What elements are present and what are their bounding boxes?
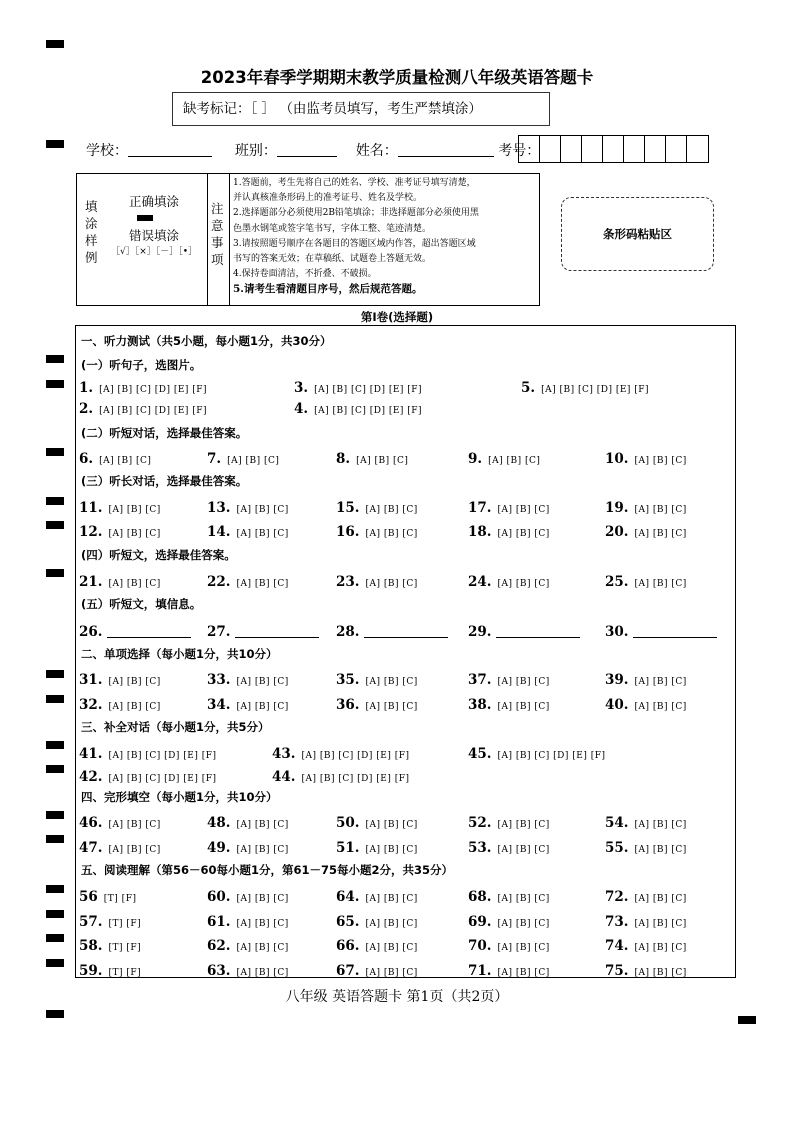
answer-options[interactable]: [A] [B] [C] xyxy=(227,456,280,466)
answer-options[interactable]: [A] [B] [C] xyxy=(365,677,418,687)
timing-mark xyxy=(46,910,64,918)
question-number: 60. xyxy=(207,889,231,905)
answer-options[interactable]: [A] [B] [C] xyxy=(365,919,418,929)
question-item[interactable] xyxy=(79,621,191,640)
question-item[interactable] xyxy=(207,960,289,979)
question-number: 45. xyxy=(468,746,492,762)
question-item[interactable] xyxy=(272,743,409,762)
question-item[interactable] xyxy=(336,911,418,930)
answer-blank[interactable] xyxy=(496,625,580,638)
part-title: 第Ⅰ卷(选择题) xyxy=(360,310,434,324)
question-item[interactable] xyxy=(605,621,717,640)
question-item[interactable] xyxy=(207,669,289,688)
question-number: 52. xyxy=(468,815,492,831)
question-number: 70. xyxy=(468,938,492,954)
section-heading: (二）听短对话，选择最佳答案。 xyxy=(81,426,248,440)
question-number: 39. xyxy=(605,672,629,688)
sample-label: 填涂样例 xyxy=(85,199,98,265)
answer-options[interactable]: [A] [B] [C] xyxy=(497,894,550,904)
timing-mark xyxy=(46,1010,64,1018)
answer-options[interactable]: [A] [B] [C] xyxy=(634,919,687,929)
question-item[interactable] xyxy=(207,837,289,856)
section-heading: 二、单项选择（每小题1分，共10分） xyxy=(81,647,278,661)
timing-mark xyxy=(46,835,64,843)
question-number: 29. xyxy=(468,624,492,640)
answer-options[interactable]: [A] [B] [C] xyxy=(108,505,161,515)
question-item[interactable] xyxy=(207,694,289,713)
question-item[interactable] xyxy=(605,960,687,979)
question-item[interactable] xyxy=(207,911,289,930)
question-number: 50. xyxy=(336,815,360,831)
answer-options[interactable]: [A] [B] [C] [D] [E] [F] xyxy=(301,774,410,784)
question-number: 28. xyxy=(336,624,360,640)
answer-options[interactable]: [A] [B] [C] xyxy=(634,845,687,855)
question-item[interactable] xyxy=(336,669,418,688)
answer-options[interactable]: [T] [F] xyxy=(108,968,142,978)
question-item[interactable] xyxy=(79,886,136,905)
section-heading: 一、听力测试（共5小题，每小题1分，共30分） xyxy=(81,334,332,348)
notice-label: 注意事项 xyxy=(211,201,224,267)
answer-options[interactable]: [A] [B] [C] xyxy=(497,943,550,953)
question-item[interactable] xyxy=(207,886,289,905)
question-number: 25. xyxy=(605,574,629,590)
answer-options[interactable]: [T] [F] xyxy=(108,919,142,929)
question-item[interactable] xyxy=(79,497,161,516)
question-item[interactable] xyxy=(336,886,418,905)
question-item[interactable] xyxy=(468,886,550,905)
question-number: 1. xyxy=(79,380,94,396)
timing-mark xyxy=(46,741,64,749)
question-item[interactable] xyxy=(336,571,418,590)
answer-options[interactable]: [A] [B] [C] xyxy=(236,894,289,904)
question-item[interactable] xyxy=(336,521,418,540)
timing-mark xyxy=(46,355,64,363)
answer-options[interactable]: [A] [B] [C] xyxy=(236,702,289,712)
question-item[interactable] xyxy=(336,837,418,856)
question-number: 34. xyxy=(207,697,231,713)
answer-options[interactable]: [A] [B] [C] xyxy=(488,456,541,466)
question-item[interactable] xyxy=(294,398,422,417)
answer-options[interactable]: [A] [B] [C] [D] [E] [F] xyxy=(314,406,423,416)
question-item[interactable] xyxy=(468,694,550,713)
answer-options[interactable]: [A] [B] [C] xyxy=(497,579,550,589)
question-number: 9. xyxy=(468,451,483,467)
timing-mark xyxy=(46,448,64,456)
question-number: 62. xyxy=(207,938,231,954)
question-number: 65. xyxy=(336,914,360,930)
answer-options[interactable]: [A] [B] [C] xyxy=(108,702,161,712)
question-item[interactable] xyxy=(605,571,687,590)
answer-options[interactable]: [A] [B] [C] xyxy=(497,505,550,515)
timing-mark xyxy=(46,885,64,893)
question-number: 38. xyxy=(468,697,492,713)
answer-options[interactable]: [A] [B] [C] xyxy=(634,529,687,539)
answer-options[interactable]: [A] [B] [C] xyxy=(236,968,289,978)
answer-options[interactable]: [A] [B] [C] xyxy=(497,820,550,830)
answer-options[interactable]: [A] [B] [C] xyxy=(634,456,687,466)
answer-options[interactable]: [A] [B] [C] xyxy=(634,894,687,904)
answer-options[interactable]: [A] [B] [C] xyxy=(634,702,687,712)
student-info-row xyxy=(86,140,540,160)
question-number: 64. xyxy=(336,889,360,905)
section-heading: 五、阅读理解（第56－60每小题1分，第61－75每小题2分，共35分） xyxy=(81,863,454,877)
question-item[interactable] xyxy=(207,448,279,467)
answer-options[interactable]: [A] [B] [C] [D] [E] [F] xyxy=(497,751,606,761)
question-number: 14. xyxy=(207,524,231,540)
timing-mark xyxy=(46,811,64,819)
answer-options[interactable]: [A] [B] [C] xyxy=(236,943,289,953)
question-item[interactable] xyxy=(605,935,687,954)
question-number: 42. xyxy=(79,769,103,785)
name-field[interactable] xyxy=(398,142,494,157)
question-item[interactable] xyxy=(79,766,216,785)
name-label: 姓名： xyxy=(355,143,398,159)
school-label: 学校： xyxy=(86,143,128,159)
wrong-fill-marks: ［√］［×］［－］［•］ xyxy=(111,247,198,257)
section-heading: (五）听短文，填信息。 xyxy=(81,597,202,611)
answer-options[interactable]: [A] [B] [C] xyxy=(108,579,161,589)
notice-line: 5.请考生看清题目序号，然后规范答题。 xyxy=(233,283,423,296)
question-number: 26. xyxy=(79,624,103,640)
question-number: 66. xyxy=(336,938,360,954)
question-item[interactable] xyxy=(468,521,550,540)
question-item[interactable] xyxy=(207,812,289,831)
question-item[interactable] xyxy=(79,571,161,590)
answer-options[interactable]: [A] [B] [C] xyxy=(634,677,687,687)
question-number: 63. xyxy=(207,963,231,979)
question-item[interactable] xyxy=(468,743,605,762)
question-number: 74. xyxy=(605,938,629,954)
answer-options[interactable]: [A] [B] [C] xyxy=(497,677,550,687)
answer-options[interactable]: [A] [B] [C] xyxy=(634,943,687,953)
timing-mark xyxy=(738,1016,756,1024)
question-item[interactable] xyxy=(79,669,161,688)
question-item[interactable] xyxy=(207,935,289,954)
section-heading: (一）听句子，选图片。 xyxy=(81,358,202,372)
question-number: 11. xyxy=(79,500,103,516)
answer-options[interactable]: [A] [B] [C] xyxy=(99,456,152,466)
question-number: 19. xyxy=(605,500,629,516)
notice-line: 2.选择题部分必须使用2B铅笔填涂；非选择题部分必须使用黑 xyxy=(233,208,479,219)
question-item[interactable] xyxy=(207,497,289,516)
question-number: 30. xyxy=(605,624,629,640)
school-field[interactable] xyxy=(128,142,212,157)
barcode-area: 条形码粘贴区 xyxy=(561,197,714,271)
question-item[interactable] xyxy=(272,766,409,785)
answer-options[interactable]: [A] [B] [C] xyxy=(365,702,418,712)
question-item[interactable] xyxy=(336,694,418,713)
question-item[interactable] xyxy=(79,911,141,930)
question-item[interactable] xyxy=(468,911,550,930)
question-number: 67. xyxy=(336,963,360,979)
question-item[interactable] xyxy=(336,935,418,954)
question-number: 18. xyxy=(468,524,492,540)
answer-blank[interactable] xyxy=(633,625,717,638)
question-number: 59. xyxy=(79,963,103,979)
timing-mark xyxy=(46,670,64,678)
question-item[interactable] xyxy=(468,960,550,979)
answer-options[interactable]: [A] [B] [C] xyxy=(365,529,418,539)
question-number: 10. xyxy=(605,451,629,467)
timing-mark xyxy=(46,380,64,388)
question-item[interactable] xyxy=(79,398,207,417)
answer-options[interactable]: [A] [B] [C] xyxy=(634,505,687,515)
correct-fill-label: 正确填涂 xyxy=(129,194,180,209)
question-number: 46. xyxy=(79,815,103,831)
timing-mark xyxy=(46,569,64,577)
question-number: 12. xyxy=(79,524,103,540)
question-number: 15. xyxy=(336,500,360,516)
question-item[interactable] xyxy=(521,377,649,396)
answer-blank[interactable] xyxy=(235,625,319,638)
question-item[interactable] xyxy=(79,960,141,979)
answer-options[interactable]: [A] [B] [C] xyxy=(365,943,418,953)
notice-line: 色墨水钢笔或签字笔书写，字体工整、笔迹清楚。 xyxy=(233,223,432,234)
question-number: 6. xyxy=(79,451,94,467)
question-number: 72. xyxy=(605,889,629,905)
question-item[interactable] xyxy=(468,571,550,590)
sheet-title: 2023年春季学期期末教学质量检测八年级英语答题卡 xyxy=(200,68,594,87)
timing-mark xyxy=(46,765,64,773)
answer-options[interactable]: [A] [B] [C] xyxy=(497,845,550,855)
question-item[interactable] xyxy=(79,812,161,831)
question-item[interactable] xyxy=(605,694,687,713)
answer-options[interactable]: [A] [B] [C] [D] [E] [F] xyxy=(99,406,208,416)
question-number: 36. xyxy=(336,697,360,713)
question-number: 58. xyxy=(79,938,103,954)
answer-options[interactable]: [A] [B] [C] xyxy=(365,820,418,830)
answer-options[interactable]: [A] [B] [C] xyxy=(365,894,418,904)
notice-line: 1.答题前，考生先将自己的姓名、学校、准考证号填写清楚， xyxy=(233,178,476,188)
question-item[interactable] xyxy=(336,497,418,516)
page-footer: 八年级 英语答题卡 第1页（共2页） xyxy=(285,989,509,1005)
question-number: 33. xyxy=(207,672,231,688)
class-label: 班别： xyxy=(234,143,277,159)
question-item[interactable] xyxy=(79,743,216,762)
answer-options[interactable]: [T] [F] xyxy=(103,894,137,904)
question-number: 49. xyxy=(207,840,231,856)
question-item[interactable] xyxy=(336,812,418,831)
question-item[interactable] xyxy=(605,886,687,905)
question-number: 24. xyxy=(468,574,492,590)
answer-options[interactable]: [A] [B] [C] xyxy=(365,968,418,978)
answer-options[interactable]: [A] [B] [C] xyxy=(356,456,409,466)
question-item[interactable] xyxy=(207,621,319,640)
question-item[interactable] xyxy=(605,837,687,856)
question-number: 75. xyxy=(605,963,629,979)
question-item[interactable] xyxy=(79,521,161,540)
question-item[interactable] xyxy=(207,571,289,590)
question-item[interactable] xyxy=(336,448,408,467)
question-item[interactable] xyxy=(79,837,161,856)
question-number: 71. xyxy=(468,963,492,979)
question-item[interactable] xyxy=(79,448,151,467)
question-item[interactable] xyxy=(605,448,687,467)
answer-options[interactable]: [A] [B] [C] [D] [E] [F] xyxy=(301,751,410,761)
answer-options[interactable]: [A] [B] [C] [D] [E] [F] xyxy=(108,774,217,784)
question-number: 20. xyxy=(605,524,629,540)
question-item[interactable] xyxy=(605,911,687,930)
question-number: 7. xyxy=(207,451,222,467)
section-heading: (四）听短文，选择最佳答案。 xyxy=(81,548,236,562)
answer-options[interactable]: [A] [B] [C] xyxy=(236,820,289,830)
question-item[interactable] xyxy=(468,621,580,640)
answer-options[interactable]: [A] [B] [C] xyxy=(236,845,289,855)
timing-mark xyxy=(46,934,64,942)
answer-options[interactable]: [A] [B] [C] xyxy=(497,968,550,978)
question-number: 4. xyxy=(294,401,309,417)
divider xyxy=(207,174,208,305)
answer-options[interactable]: [A] [B] [C] xyxy=(365,579,418,589)
question-number: 17. xyxy=(468,500,492,516)
question-item[interactable] xyxy=(79,694,161,713)
question-number: 69. xyxy=(468,914,492,930)
question-item[interactable] xyxy=(468,812,550,831)
question-number: 53. xyxy=(468,840,492,856)
question-number: 47. xyxy=(79,840,103,856)
question-item[interactable] xyxy=(605,521,687,540)
exam-no-label: 考号： xyxy=(498,143,541,159)
answer-blank[interactable] xyxy=(107,625,191,638)
question-number: 43. xyxy=(272,746,296,762)
question-number: 13. xyxy=(207,500,231,516)
answer-options[interactable]: [A] [B] [C] [D] [E] [F] xyxy=(314,385,423,395)
timing-mark xyxy=(46,959,64,967)
question-number: 32. xyxy=(79,697,103,713)
question-number: 57. xyxy=(79,914,103,930)
section-heading: 三、补全对话（每小题1分，共5分） xyxy=(81,720,270,734)
class-field[interactable] xyxy=(277,142,337,157)
question-item[interactable] xyxy=(468,497,550,516)
question-item[interactable] xyxy=(79,377,207,396)
answer-blank[interactable] xyxy=(364,625,448,638)
question-number: 27. xyxy=(207,624,231,640)
notice-text xyxy=(233,176,539,298)
answer-options[interactable]: [A] [B] [C] xyxy=(634,820,687,830)
answer-options[interactable]: [A] [B] [C] [D] [E] [F] xyxy=(99,385,208,395)
timing-mark xyxy=(46,40,64,48)
answer-options[interactable]: [A] [B] [C] xyxy=(236,579,289,589)
question-number: 73. xyxy=(605,914,629,930)
answer-options[interactable]: [A] [B] [C] xyxy=(108,820,161,830)
answer-options[interactable]: [A] [B] [C] xyxy=(108,529,161,539)
exam-number-boxes[interactable] xyxy=(518,135,709,163)
question-number: 51. xyxy=(336,840,360,856)
question-item[interactable] xyxy=(336,960,418,979)
question-item[interactable] xyxy=(468,837,550,856)
instructions-box xyxy=(76,173,540,306)
answer-options[interactable]: [A] [B] [C] xyxy=(497,919,550,929)
section-heading: 四、完形填空（每小题1分，共10分） xyxy=(81,790,278,804)
notice-line: 书写的答案无效；在草稿纸、试题卷上答题无效。 xyxy=(233,254,432,265)
answer-options[interactable]: [A] [B] [C] xyxy=(634,579,687,589)
answer-options[interactable]: [A] [B] [C] xyxy=(108,845,161,855)
question-item[interactable] xyxy=(468,935,550,954)
question-number: 37. xyxy=(468,672,492,688)
question-number: 35. xyxy=(336,672,360,688)
question-item[interactable] xyxy=(79,935,141,954)
timing-mark xyxy=(46,497,64,505)
question-number: 2. xyxy=(79,401,94,417)
question-item[interactable] xyxy=(468,448,540,467)
question-number: 68. xyxy=(468,889,492,905)
question-item[interactable] xyxy=(605,812,687,831)
question-number: 48. xyxy=(207,815,231,831)
question-number: 31. xyxy=(79,672,103,688)
correct-fill-mark xyxy=(137,215,153,221)
section-heading: (三）听长对话，选择最佳答案。 xyxy=(81,474,248,488)
question-item[interactable] xyxy=(468,669,550,688)
notice-line: 4.保持卷面清洁，不折叠、不破损。 xyxy=(233,269,377,280)
question-number: 61. xyxy=(207,914,231,930)
answer-options[interactable]: [A] [B] [C] xyxy=(236,919,289,929)
question-number: 55. xyxy=(605,840,629,856)
answer-options[interactable]: [A] [B] [C] xyxy=(108,677,161,687)
answer-options[interactable]: [A] [B] [C] [D] [E] [F] xyxy=(541,385,650,395)
timing-mark xyxy=(46,695,64,703)
wrong-fill-label: 错误填涂 xyxy=(129,228,180,243)
divider xyxy=(229,174,230,305)
answer-options[interactable]: [A] [B] [C] xyxy=(236,529,289,539)
question-number: 3. xyxy=(294,380,309,396)
question-number: 23. xyxy=(336,574,360,590)
question-item[interactable] xyxy=(207,521,289,540)
answer-options[interactable]: [A] [B] [C] xyxy=(497,529,550,539)
answer-options[interactable]: [A] [B] [C] xyxy=(236,505,289,515)
question-item[interactable] xyxy=(605,669,687,688)
answer-options[interactable]: [A] [B] [C] xyxy=(236,677,289,687)
question-number: 41. xyxy=(79,746,103,762)
question-number: 8. xyxy=(336,451,351,467)
question-number: 44. xyxy=(272,769,296,785)
absent-marker[interactable]: 缺考标记：［ ］ （由监考员填写，考生严禁填涂） xyxy=(172,92,550,126)
notice-line: 3.请按照题号顺序在各题目的答题区域内作答，超出答题区域 xyxy=(233,238,476,249)
answer-options[interactable]: [A] [B] [C] [D] [E] [F] xyxy=(108,751,217,761)
answer-options[interactable]: [A] [B] [C] xyxy=(365,845,418,855)
answer-options[interactable]: [A] [B] [C] xyxy=(634,968,687,978)
question-number: 22. xyxy=(207,574,231,590)
question-item[interactable] xyxy=(336,621,448,640)
question-item[interactable] xyxy=(605,497,687,516)
question-item[interactable] xyxy=(294,377,422,396)
question-number: 56 xyxy=(79,889,98,905)
question-number: 40. xyxy=(605,697,629,713)
answer-options[interactable]: [A] [B] [C] xyxy=(365,505,418,515)
question-number: 21. xyxy=(79,574,103,590)
notice-line: 并认真核准条形码上的准考证号、姓名及学校。 xyxy=(233,193,423,204)
question-number: 54. xyxy=(605,815,629,831)
question-number: 16. xyxy=(336,524,360,540)
timing-mark xyxy=(46,521,64,529)
answer-options[interactable]: [T] [F] xyxy=(108,943,142,953)
question-number: 5. xyxy=(521,380,536,396)
timing-mark xyxy=(46,140,64,148)
answer-options[interactable]: [A] [B] [C] xyxy=(497,702,550,712)
